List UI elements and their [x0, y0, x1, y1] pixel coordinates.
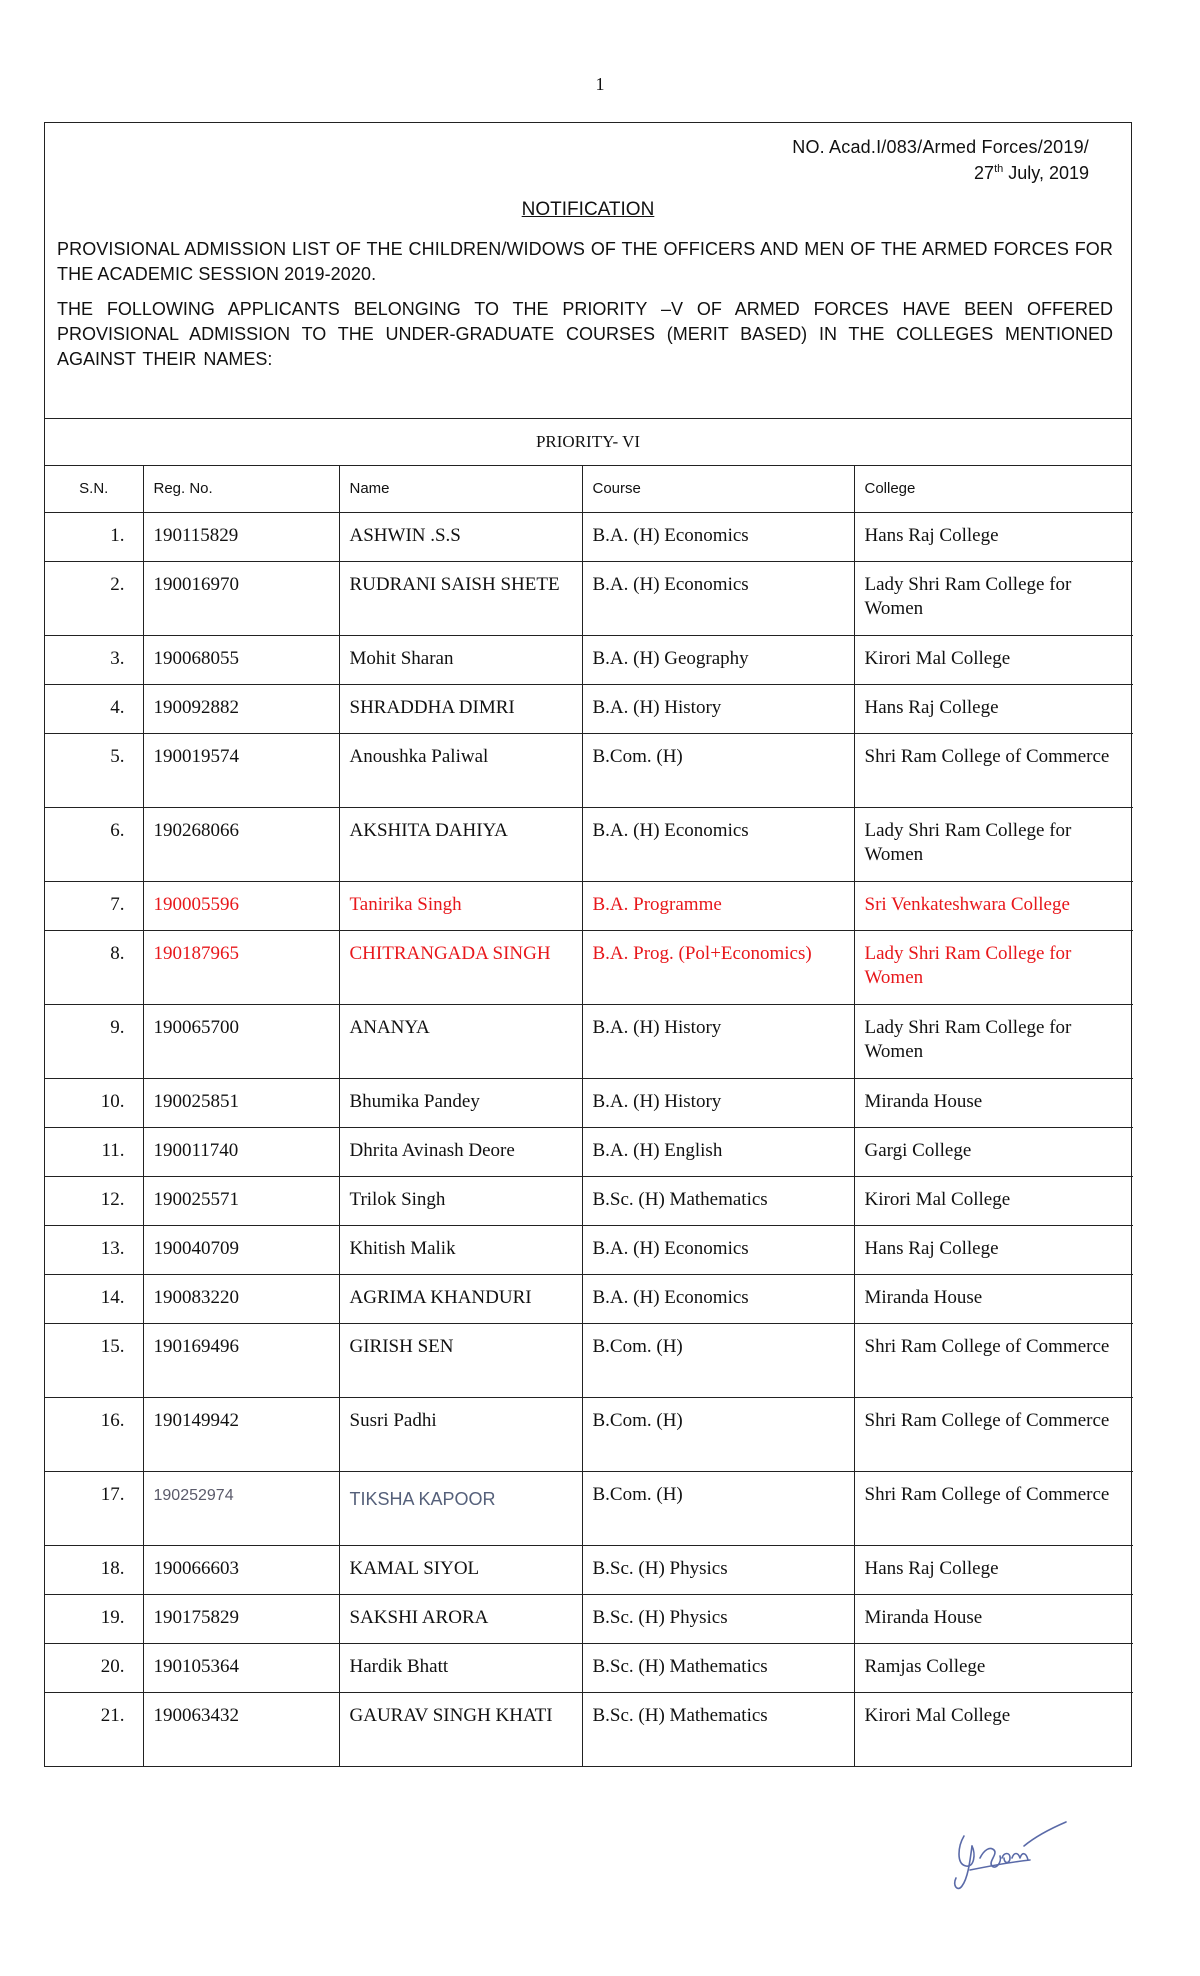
cell-name: CHITRANGADA SINGH — [339, 930, 582, 1004]
cell-sn: 14. — [45, 1274, 143, 1323]
cell-course: B.A. (H) Economics — [582, 807, 854, 881]
notification-document — [44, 122, 1132, 1767]
table-row — [45, 1397, 1133, 1471]
cell-course: B.Com. (H) — [582, 1397, 854, 1471]
notification-paragraph-1: PROVISIONAL ADMISSION LIST OF THE CHILDREN/WIDOWS OF THE OFFICERS AND MEN OF THE ARMED FORCES FOR THE ACADEMIC SESSION 2019-2020. — [57, 239, 1113, 284]
cell-reg-no: 190011740 — [143, 1127, 339, 1176]
cell-reg-no: 190005596 — [143, 881, 339, 930]
cell-reg-no: 190083220 — [143, 1274, 339, 1323]
cell-reg-no: 190115829 — [143, 512, 339, 561]
cell-sn: 13. — [45, 1225, 143, 1274]
cell-sn: 9. — [45, 1004, 143, 1078]
table-row — [45, 1594, 1133, 1643]
reg-no-pasted: 190252974 — [153, 1486, 234, 1504]
cell-course: B.Com. (H) — [582, 733, 854, 807]
cell-course: B.Sc. (H) Mathematics — [582, 1692, 854, 1766]
cell-course: B.Sc. (H) Physics — [582, 1594, 854, 1643]
table-row — [45, 512, 1133, 561]
column-header-college: College — [854, 466, 1133, 512]
cell-name: SHRADDHA DIMRI — [339, 684, 582, 733]
cell-name: RUDRANI SAISH SHETE — [339, 561, 582, 635]
cell-reg-no: 190066603 — [143, 1545, 339, 1594]
cell-course: B.A. (H) History — [582, 684, 854, 733]
cell-name: AKSHITA DAHIYA — [339, 807, 582, 881]
cell-course: B.A. Prog. (Pol+Economics) — [582, 930, 854, 1004]
table-row — [45, 1323, 1133, 1397]
priority-label: PRIORITY- VI — [45, 419, 1131, 466]
cell-sn: 7. — [45, 881, 143, 930]
table-row — [45, 635, 1133, 684]
cell-college: Gargi College — [854, 1127, 1133, 1176]
cell-reg-no — [143, 1471, 339, 1545]
reference-number: NO. Acad.I/083/Armed Forces/2019/ — [792, 137, 1089, 157]
cell-college: Shri Ram College of Commerce — [854, 1471, 1133, 1545]
cell-reg-no: 190025571 — [143, 1176, 339, 1225]
cell-course: B.A. (H) Geography — [582, 635, 854, 684]
table-row — [45, 1471, 1133, 1545]
cell-course: B.Sc. (H) Mathematics — [582, 1176, 854, 1225]
cell-reg-no: 190149942 — [143, 1397, 339, 1471]
notification-title: NOTIFICATION — [521, 199, 655, 220]
cell-course: B.Com. (H) — [582, 1471, 854, 1545]
cell-course: B.A. (H) Economics — [582, 1225, 854, 1274]
cell-course: B.A. (H) History — [582, 1004, 854, 1078]
column-header-course: Course — [582, 466, 854, 512]
cell-sn: 21. — [45, 1692, 143, 1766]
cell-sn: 12. — [45, 1176, 143, 1225]
cell-college: Hans Raj College — [854, 684, 1133, 733]
cell-name: GIRISH SEN — [339, 1323, 582, 1397]
cell-sn: 11. — [45, 1127, 143, 1176]
cell-name: Tanirika Singh — [339, 881, 582, 930]
name-pasted: TIKSHA KAPOOR — [349, 1488, 496, 1509]
cell-name: Hardik Bhatt — [339, 1643, 582, 1692]
cell-college: Lady Shri Ram College for Women — [854, 1004, 1133, 1078]
cell-college: Shri Ram College of Commerce — [854, 1397, 1133, 1471]
cell-name: Trilok Singh — [339, 1176, 582, 1225]
cell-college: Lady Shri Ram College for Women — [854, 930, 1133, 1004]
cell-sn: 5. — [45, 733, 143, 807]
handwritten-signature — [940, 1806, 1080, 1896]
cell-reg-no: 190016970 — [143, 561, 339, 635]
cell-reg-no: 190025851 — [143, 1078, 339, 1127]
cell-name: ASHWIN .S.S — [339, 512, 582, 561]
cell-college: Miranda House — [854, 1274, 1133, 1323]
table-row — [45, 1078, 1133, 1127]
cell-reg-no: 190040709 — [143, 1225, 339, 1274]
cell-name: AGRIMA KHANDURI — [339, 1274, 582, 1323]
cell-college: Hans Raj College — [854, 1225, 1133, 1274]
cell-reg-no: 190169496 — [143, 1323, 339, 1397]
cell-sn: 17. — [45, 1471, 143, 1545]
cell-sn: 18. — [45, 1545, 143, 1594]
cell-college: Hans Raj College — [854, 512, 1133, 561]
cell-college: Lady Shri Ram College for Women — [854, 561, 1133, 635]
cell-name: Mohit Sharan — [339, 635, 582, 684]
page-number: 1 — [595, 74, 605, 94]
cell-reg-no: 190175829 — [143, 1594, 339, 1643]
column-header-name: Name — [339, 466, 582, 512]
cell-college: Miranda House — [854, 1594, 1133, 1643]
date-rest: July, 2019 — [1003, 163, 1089, 183]
cell-reg-no: 190105364 — [143, 1643, 339, 1692]
table-row — [45, 561, 1133, 635]
cell-college: Sri Venkateshwara College — [854, 881, 1133, 930]
cell-reg-no: 190187965 — [143, 930, 339, 1004]
cell-sn: 1. — [45, 512, 143, 561]
cell-college: Miranda House — [854, 1078, 1133, 1127]
cell-college: Shri Ram College of Commerce — [854, 733, 1133, 807]
column-header-reg-no: Reg. No. — [143, 466, 339, 512]
table-header-row — [45, 466, 1133, 512]
cell-sn: 20. — [45, 1643, 143, 1692]
cell-sn: 2. — [45, 561, 143, 635]
cell-course: B.A. (H) Economics — [582, 512, 854, 561]
table-row — [45, 733, 1133, 807]
cell-sn: 15. — [45, 1323, 143, 1397]
table-row — [45, 1545, 1133, 1594]
cell-sn: 3. — [45, 635, 143, 684]
cell-name: Susri Padhi — [339, 1397, 582, 1471]
notification-header — [45, 123, 1131, 419]
table-row — [45, 1274, 1133, 1323]
cell-reg-no: 190063432 — [143, 1692, 339, 1766]
cell-reg-no: 190092882 — [143, 684, 339, 733]
cell-course: B.Com. (H) — [582, 1323, 854, 1397]
cell-college: Hans Raj College — [854, 1545, 1133, 1594]
cell-college: Ramjas College — [854, 1643, 1133, 1692]
cell-course: B.A. (H) Economics — [582, 561, 854, 635]
cell-course: B.Sc. (H) Mathematics — [582, 1643, 854, 1692]
cell-course: B.A. Programme — [582, 881, 854, 930]
cell-name: GAURAV SINGH KHATI — [339, 1692, 582, 1766]
table-row — [45, 807, 1133, 881]
cell-college: Kirori Mal College — [854, 1176, 1133, 1225]
cell-sn: 4. — [45, 684, 143, 733]
cell-name: ANANYA — [339, 1004, 582, 1078]
cell-sn: 6. — [45, 807, 143, 881]
notification-paragraph-2: THE FOLLOWING APPLICANTS BELONGING TO THE PRIORITY –V OF ARMED FORCES HAVE BEEN OFFERED PROVISIONAL ADMISSION TO THE UNDER-GRADUATE COURSES (MERIT BASED) IN THE COLLEGES MENTIONED AGAINST THEIR NAMES: — [57, 299, 1113, 369]
cell-reg-no: 190019574 — [143, 733, 339, 807]
cell-reg-no: 190068055 — [143, 635, 339, 684]
cell-college: Shri Ram College of Commerce — [854, 1323, 1133, 1397]
cell-name: Bhumika Pandey — [339, 1078, 582, 1127]
cell-reg-no: 190065700 — [143, 1004, 339, 1078]
date-suffix: th — [994, 163, 1004, 175]
cell-course: B.A. (H) Economics — [582, 1274, 854, 1323]
admission-table — [45, 466, 1133, 1766]
cell-college: Lady Shri Ram College for Women — [854, 807, 1133, 881]
cell-sn: 10. — [45, 1078, 143, 1127]
cell-name: SAKSHI ARORA — [339, 1594, 582, 1643]
cell-name: KAMAL SIYOL — [339, 1545, 582, 1594]
table-row-highlighted — [45, 930, 1133, 1004]
table-row — [45, 1176, 1133, 1225]
cell-name: Dhrita Avinash Deore — [339, 1127, 582, 1176]
table-row — [45, 1225, 1133, 1274]
cell-college: Kirori Mal College — [854, 635, 1133, 684]
table-row — [45, 1692, 1133, 1766]
date-day: 27 — [974, 163, 995, 183]
cell-sn: 19. — [45, 1594, 143, 1643]
cell-name — [339, 1471, 582, 1545]
cell-reg-no: 190268066 — [143, 807, 339, 881]
table-row — [45, 1127, 1133, 1176]
cell-course: B.A. (H) English — [582, 1127, 854, 1176]
table-row-highlighted — [45, 881, 1133, 930]
cell-course: B.A. (H) History — [582, 1078, 854, 1127]
table-row — [45, 684, 1133, 733]
cell-name: Khitish Malik — [339, 1225, 582, 1274]
cell-college: Kirori Mal College — [854, 1692, 1133, 1766]
cell-name: Anoushka Paliwal — [339, 733, 582, 807]
cell-course: B.Sc. (H) Physics — [582, 1545, 854, 1594]
notification-date — [974, 163, 1089, 184]
table-row — [45, 1643, 1133, 1692]
cell-sn: 8. — [45, 930, 143, 1004]
cell-sn: 16. — [45, 1397, 143, 1471]
table-row — [45, 1004, 1133, 1078]
column-header-sn: S.N. — [45, 466, 143, 512]
